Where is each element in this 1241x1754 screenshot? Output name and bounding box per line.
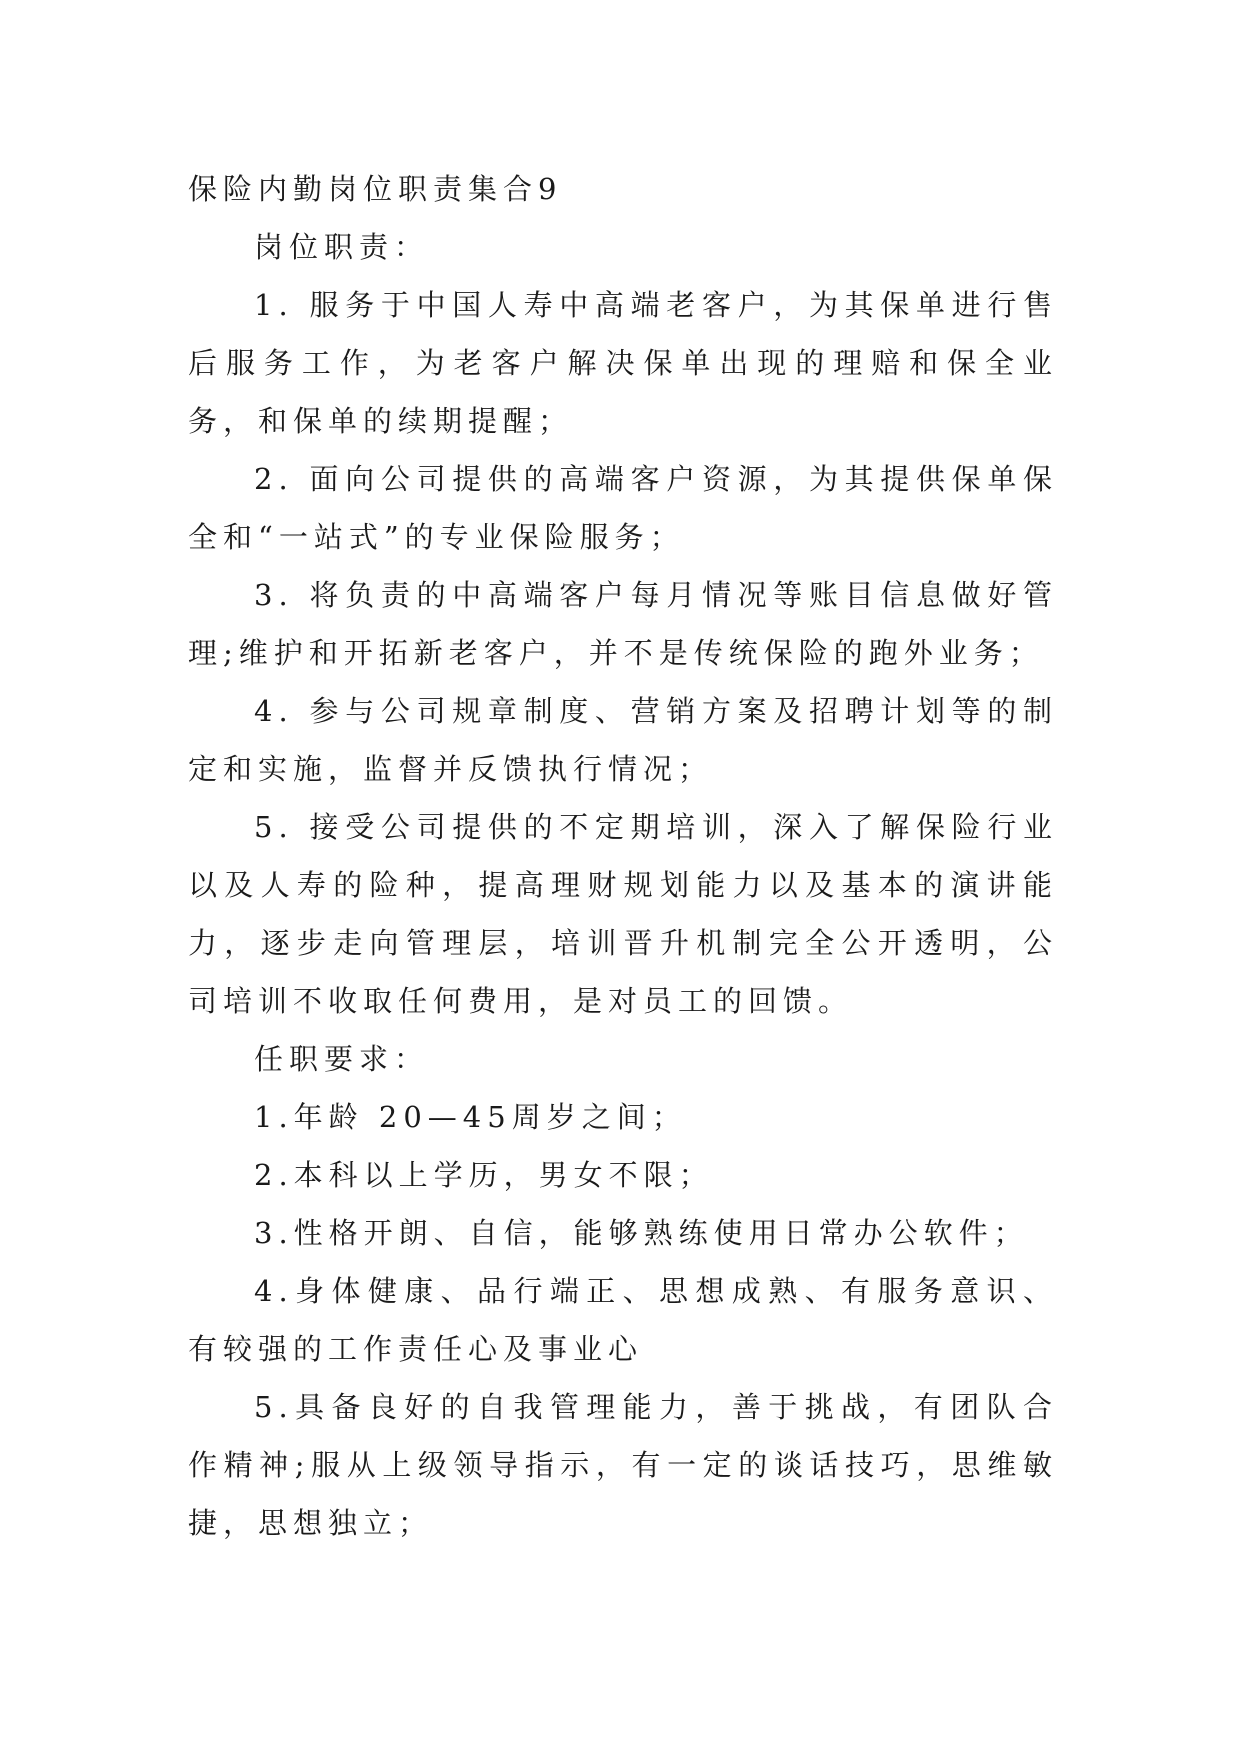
section-heading-requirements: 任职要求： <box>254 1042 430 1076</box>
requirement-item: 4.身体健康、品行端正、思想成熟、有服务意识、有较强的工作责任心及事业心 <box>188 1274 1058 1366</box>
section-heading-duties: 岗位职责： <box>254 230 430 264</box>
duty-item: 1. 服务于中国人寿中高端老客户，为其保单进行售后服务工作，为老客户解决保单出现的理赔和保全业务，和保单的续期提醒； <box>188 288 1058 438</box>
document-title: 保险内勤岗位职责集合9 <box>188 172 563 206</box>
duty-item: 5. 接受公司提供的不定期培训，深入了解保险行业以及人寿的险种，提高理财规划能力以及基本的演讲能力，逐步走向管理层，培训晋升机制完全公开透明，公司培训不收取任何费用，是对员工的回馈。 <box>188 810 1058 1018</box>
document-body <box>188 160 1058 1552</box>
duty-item: 4. 参与公司规章制度、营销方案及招聘计划等的制定和实施，监督并反馈执行情况； <box>188 694 1058 786</box>
requirement-item: 2.本科以上学历，男女不限； <box>254 1158 714 1192</box>
duty-item: 2. 面向公司提供的高端客户资源，为其提供保单保全和“一站式”的专业保险服务； <box>188 462 1058 554</box>
duty-item: 3. 将负责的中高端客户每月情况等账目信息做好管理;维护和开拓新老客户，并不是传统保险的跑外业务； <box>188 578 1058 670</box>
requirement-item: 1.年龄 20—45周岁之间； <box>254 1100 687 1134</box>
requirement-item: 5.具备良好的自我管理能力，善于挑战，有团队合作精神;服从上级领导指示，有一定的谈话技巧，思维敏捷，思想独立； <box>188 1390 1058 1540</box>
requirement-item: 3.性格开朗、自信，能够熟练使用日常办公软件； <box>254 1216 1029 1250</box>
